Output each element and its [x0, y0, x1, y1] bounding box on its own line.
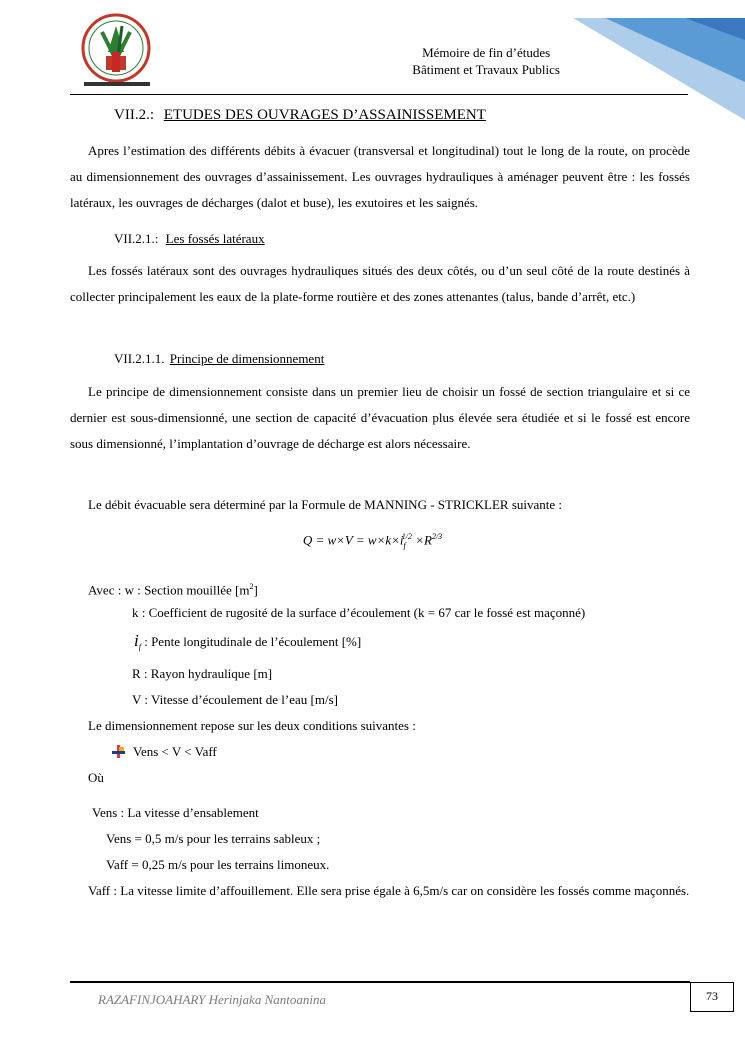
definition-i-text: : Pente longitudinale de l’écoulement [%]: [140, 634, 362, 649]
subsection-title: Les fossés latéraux: [165, 231, 265, 246]
definition-w-sup: 2: [249, 582, 254, 591]
definition-w: [88, 576, 258, 601]
header-line-2: Bâtiment et Travaux Publics: [412, 62, 560, 77]
formula-main: Q = w×V = w×k×i: [302, 532, 404, 548]
section-number: VII.2.:: [114, 107, 154, 123]
subsubsection-heading: [114, 348, 324, 370]
vens-sable: Vens = 0,5 m/s pour les terrains sableux ;: [106, 831, 321, 846]
subsubsection-text: Le principe de dimensionnement consiste dans un premier lieu de choisir un fossé de section triangulaire et si ce dernier est sous-dimensionné, une section de capacité d’évacuation plus élevée sera étudiée et si le fossé est encore sous dimensionné, l’implantation d’ouvrage de décharge est alors nécessaire.: [70, 384, 690, 451]
vens-definition: Vens : La vitesse d’ensablement: [92, 805, 259, 820]
formula-times-r: ×R: [411, 532, 432, 548]
subsubsection-title: Principe de dimensionnement: [169, 351, 325, 366]
vaff-definition: Vaff : La vitesse limite d’affouillement. Elle sera prise égale à 6,5m/s car on considère les fossés comme maçonnés.: [88, 883, 690, 898]
subsection-text: Les fossés latéraux sont des ouvrages hydrauliques situés des deux côtés, ou d’un seul côté de la route destinés à collecter principalement les eaux de la plate-forme routière et des zones attenantes (talus, bande d’arrêt, etc.): [70, 263, 690, 304]
header-line-1: Mémoire de fin d’études: [422, 45, 551, 60]
footer-author: RAZAFINJOAHARY Herinjaka Nantoanina: [98, 992, 326, 1007]
section-title: ETUDES DES OUVRAGES D’ASSAINISSEMENT: [163, 107, 486, 123]
condition-bullet-text: Vens < V < Vaff: [133, 744, 217, 759]
subsubsection-number: VII.2.1.1.: [114, 351, 165, 366]
page-number: 73: [690, 982, 734, 1012]
corner-decoration: [565, 0, 745, 130]
footer-rule: [70, 981, 690, 983]
definition-w-end: ]: [253, 582, 258, 598]
bullet-arrow-icon: [112, 743, 125, 756]
subsection-heading: [114, 228, 265, 250]
manning-strickler-formula: [0, 532, 745, 550]
section-heading: [114, 104, 486, 126]
condition-bullet: [112, 741, 217, 763]
subsection-number: VII.2.1.:: [114, 231, 159, 246]
formula-exp-half: 1/2: [401, 532, 412, 541]
definition-i-symbol: i: [134, 631, 139, 650]
definition-w-text: Avec : w : Section mouillée [m: [88, 582, 250, 598]
definition-v: V : Vitesse d’écoulement de l’eau [m/s]: [132, 692, 338, 707]
formula-intro: Le débit évacuable sera déterminé par la Formule de MANNING - STRICKLER suivante :: [88, 497, 562, 512]
definition-i-sub: f: [138, 642, 141, 652]
header-rule: [70, 94, 688, 95]
conditions-intro: Le dimensionnement repose sur les deux conditions suivantes :: [88, 718, 416, 733]
formula-exp-23: 2/3: [431, 532, 443, 541]
definition-i: [134, 630, 361, 659]
school-logo-icon: [78, 12, 156, 92]
definition-k: k : Coefficient de rugosité de la surface d’écoulement (k = 67 car le fossé est maçonné): [132, 605, 586, 620]
vaff-limon: Vaff = 0,25 m/s pour les terrains limoneux.: [106, 857, 330, 872]
definition-r: R : Rayon hydraulique [m]: [132, 666, 273, 681]
ou-label: Où: [88, 770, 104, 785]
header-title: [412, 44, 560, 78]
section-intro: Apres l’estimation des différents débits à évacuer (transversal et longitudinal) tout le long de la route, on procède au dimensionnement des ouvrages d’assainissement. Les ouvrages hydrauliques à aménager peuvent être : les fossés latéraux, les ouvrages de décharges (dalot et buse), les exutoires et les saignés.: [70, 143, 690, 210]
formula-sub-f: f: [403, 540, 406, 550]
